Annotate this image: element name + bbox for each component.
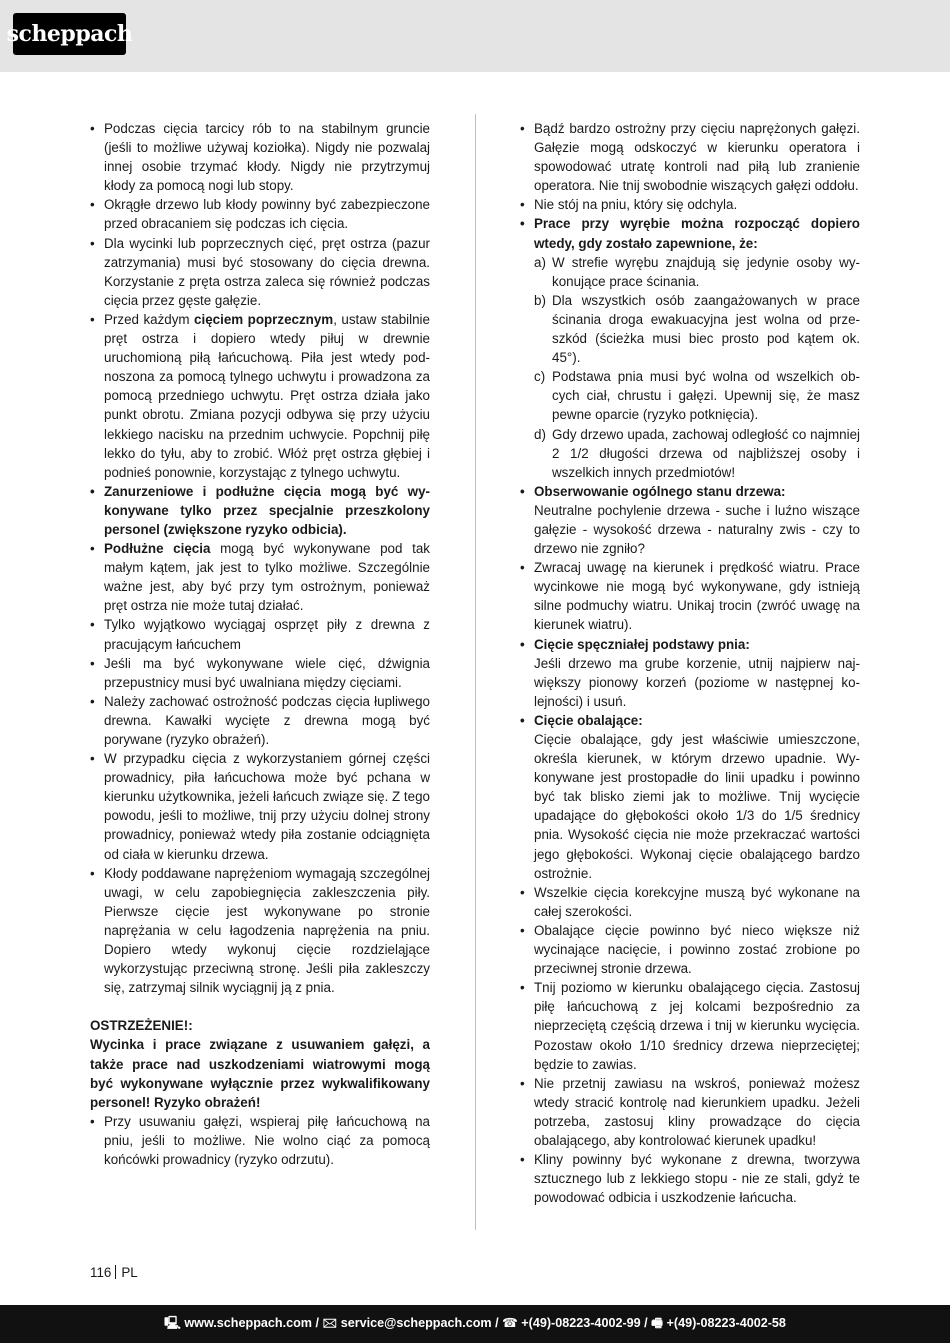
list-item-bold: • Zanurzeniowe i podłużne cięcia mogą być wykonywane tylko przez specjalnie przeszkolony personel (zwiększone ryzyko odbicia).: [90, 482, 430, 539]
left-column: [90, 119, 430, 1169]
sub-item: [520, 367, 860, 424]
page-number-value: 116: [90, 1265, 112, 1280]
list-item: • Należy zachować ostrożność podczas cięcia łupliwego drewna. Kawałki wycięte z drewna mogą być porywane (ryzyko obrażeń).: [90, 692, 430, 749]
sub-item: [520, 425, 860, 482]
sub-item: [520, 253, 860, 291]
page-language: PL: [121, 1265, 138, 1280]
list-item: • Tnij poziomo w kierunku obalającego cięcia. Zastosuj piłę łańcuchową z jej kolcami bezpośrednio za nieprzeciętą częścią drzewa i tnij w kierunku wycięcia. Pozostaw około 1/10 średnicy drzewa nieprzeciętej; będzie to zawias.: [520, 978, 860, 1073]
page-number-separator: [115, 1265, 116, 1279]
warning-title: OSTRZEŻENIE!:: [90, 1018, 193, 1034]
list-item: • W przypadku cięcia z wykorzystaniem górnej części prowadnicy, piła łańcuchowa może być pchana w kierunku użytkownika, jeżeli łańcuch związe się. Z tego powodu, jeśli to możliwe, tnij przy użyciu dolnej strony prowadnicy, ponieważ wtedy piła zostanie odciągnięta od ciała w kierunku drzewa.: [90, 749, 430, 864]
text-run: , ustaw stabilnie pręt ostrza i dopiero wtedy piłuj w drewnie uruchomioną piłą łańcuchową. Piła jest wtedy podnoszona za pomocą tylnego uchwytu i prowadzona za pomocą przedniego uchwytu. Pręt ostrza działa jako punkt obrotu. Zmiana pozycji odbywa się przy użyciu lekkiego nacisku na przednim uchwycie. Popchnij piłę lekko do tyłu, aby to zrobić. Włóż pręt ostrza głębiej i podnieś ponownie, korzystając z tylnego uchwytu.: [104, 311, 430, 480]
list-item: • Zwracaj uwagę na kierunek i prędkość wiatru. Prace wycinkowe nie mogą być wykonywane, gdy istnieją silne podmuchy wiatru. Unikaj trocin (zwróć uwagę na kierunek wiatru).: [520, 558, 860, 634]
header-bar: [0, 0, 950, 72]
footer-bar: [0, 1305, 950, 1343]
column-divider: [475, 114, 476, 1230]
list-item: • Kłody poddawane naprężeniom wymagają szczególnej uwagi, w celu zapobiegnięcia zakleszczenia piły. Pierwsze cięcie jest wykonywane po stronie naprężania w celu łagodzenia naprężenia na pniu. Dopiero wtedy wykonuj cięcie rozdzieląjące wykorzystując przeciwną stronę. Jeśli piła zakleszczy się, zatrzymaj silnik wyciągnij ją z pnia.: [90, 864, 430, 998]
list-item: • Kliny powinny być wykonane z drewna, tworzywa sztucznego lub z lekkiego stopu - nie ze stali, gdyż te powodować odbicia i uszkodzenie łańcucha.: [520, 1150, 860, 1207]
sub-item-letter: d): [534, 426, 546, 442]
text-run: Przed każdym: [104, 311, 195, 327]
paragraph: Jeśli drzewo ma grube korzenie, utnij najpierw największy pionowy korzeń (poziome w następnej kolejności) i usuń.: [534, 655, 860, 709]
sub-item-text: Gdy drzewo upada, zachowaj odległość co najmniej 2 1/2 długości drzewa od najbliższej osoby i wszelkich innych przedmiotów!: [552, 426, 860, 480]
sub-item-text: Podstawa pnia musi być wolna od wszelkich obcych ciał, chrustu i gałęzi. Upewnij się, że masz pewne oparcie (ryzyko potknięcia).: [552, 369, 860, 423]
sub-item-text: Dla wszystkich osób zaangażowanych w prace ścinania droga ewakuacyjna jest wolna od przeszkód (ścieżka musi biec prosto pod kątem ok. 45°).: [552, 292, 860, 366]
footer-contact: 🖳 www.scheppach.com / 🖂 service@scheppach.com / ☎ +(49)-08223-4002-99 / 🖷 +(49)-08223-4002-58: [164, 1315, 786, 1330]
list-item: • Tylko wyjątkowo wyciągaj osprzęt piły z drewna z pracującym łańcuchem: [90, 615, 430, 653]
page-number: [90, 1265, 138, 1280]
list-item: • Nie stój na pniu, który się odchyla.: [520, 195, 860, 214]
sub-item-text: W strefie wyrębu znajdują się jedynie osoby wykonujące prace ścinania.: [552, 254, 860, 289]
list-item: • Obalające cięcie powinno być nieco większe niż wycinające nacięcie, i powinno zostać zrobione po przeciwnej stronie drzewa.: [520, 921, 860, 978]
brand-logo: [6, 13, 133, 55]
list-item: • Nie przetnij zawiasu na wskroś, ponieważ możesz wtedy stracić kontrolę nad kierunkiem upadku. Jeżeli potrzeba, zastosuj kliny prowadzące do cięcia obalającego, aby kontrolować kierunek upadku!: [520, 1074, 860, 1150]
sub-item: [520, 291, 860, 367]
brand-logo-text: scheppach: [6, 21, 133, 47]
right-column: [520, 119, 860, 1207]
text-run: mogą być wykonywane pod tak małym kątem, jak jest to tylko możliwe. Szczególnie ważne jest, aby być przy tym ostrożnym, ponieważ pręt ostrza nie może tutaj działać.: [104, 541, 430, 614]
list-item: • Przy usuwaniu gałęzi, wspieraj piłę łańcuchową na pniu, jeśli to możliwe. Nie wolno ciąć za pomocą końcówki prowadnicy (ryzyko odrzutu).: [90, 1112, 430, 1169]
sub-item-letter: a): [534, 254, 546, 270]
list-item: [90, 310, 430, 482]
list-item-heading: • Cięcie obalające:: [520, 711, 860, 730]
list-item-heading: • Obserwowanie ogólnego stanu drzewa:: [520, 482, 860, 501]
sub-item-letter: b): [534, 292, 546, 308]
text-run-bold: cięciem poprzecznym: [194, 311, 334, 327]
list-item-bold: • Prace przy wyrębie można rozpocząć dopiero wtedy, gdy zostało zapewnione, że:: [520, 214, 860, 252]
list-item-heading: • Cięcie spęczniałej podstawy pnia:: [520, 635, 860, 654]
sub-item-letter: c): [534, 369, 546, 385]
list-item: • Bądź bardzo ostrożny przy cięciu naprężonych gałęzi. Gałęzie mogą odskoczyć w kierunku operatora i spowodować utratę kontroli nad piłą lub zranienie operatora. Nie tnij swobodnie wiszących gałęzi oddołu.: [520, 119, 860, 195]
paragraph: Cięcie obalające, gdy jest właściwie umieszczone, określa kierunek, w którym drzewo upadnie. Wykonywane jest prostopadłe do linii upadku i powinno być tak blisko ziemi jak to możliwe. Tnij wycięcie upadające do głębokości około 1/3 do 1/5 średnicy pnia. Wysokość cięcia nie może przekraczać wartości jego głębokości. Wykonaj cięcie obalającego bardzo ostrożnie.: [534, 732, 860, 881]
text-run-bold: Podłużne cięcia: [104, 541, 211, 557]
list-item: • Dla wycinki lub poprzecznych cięć, pręt ostrza (pazur zatrzymania) musi być stosowany do cięcia drewna. Korzystanie z pręta ostrza zaleca się również podczas cięcia przez gęste gałęzie.: [90, 234, 430, 310]
list-item: [90, 539, 430, 615]
list-item: • Okrągłe drzewo lub kłody powinny być zabezpieczone przed obracaniem się podczas ich cięcia.: [90, 195, 430, 233]
warning-text: Wycinka i prace związane z usuwaniem gałęzi, a także prace nad uszkodzeniami wiatrowymi mogą być wykonywane wyłącznie przez wykwalifikowany personel! Ryzyko obrażeń!: [90, 1037, 430, 1110]
list-item: • Podczas cięcia tarcicy rób to na stabilnym gruncie (jeśli to możliwe używaj koziołka). Nigdy nie pozwalaj innej osobie trzymać kłody. Nigdy nie przytrzymuj kłody za pomocą nogi lub stopy.: [90, 119, 430, 195]
list-item: • Wszelkie cięcia korekcyjne muszą być wykonane na całej szerokości.: [520, 883, 860, 921]
spacer: [90, 997, 430, 1016]
list-item: • Jeśli ma być wykonywane wiele cięć, dźwignia przepustnicy musi być uwalniana między cięciami.: [90, 654, 430, 692]
paragraph: Neutralne pochylenie drzewa - suche i luźno wiszące gałęzie - wysokość drzewa - naturalny zwis - czy to drzewo nie zgniło?: [534, 502, 860, 557]
